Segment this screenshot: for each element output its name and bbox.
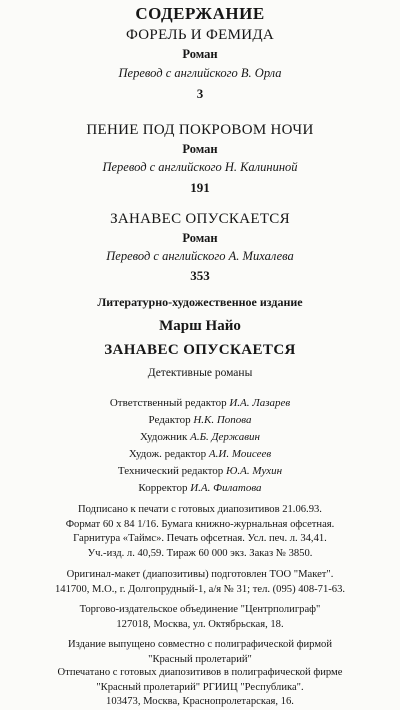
printed-info-line: 103473, Москва, Краснопролетарская, 16. (106, 696, 294, 708)
work-2-translation: Перевод с английского Н. Калининой (102, 160, 298, 174)
credit-role: Технический редактор (117, 465, 224, 477)
work-1-page: 3 (196, 86, 204, 101)
credit-name: Ю.А. Мухин (226, 465, 283, 477)
print-info-line: Гарнитура «Таймс». Печать офсетная. Усл. печ. л. 34,41. (73, 533, 327, 545)
credit-name: А.Б. Державин (190, 431, 260, 443)
credit-role: Корректор (138, 482, 188, 494)
work-1-genre: Роман (182, 47, 218, 61)
work-2-page: 191 (190, 180, 210, 195)
author-name: Марш Найо (159, 318, 241, 334)
joint-info-line: Издание выпущено совместно с полиграфической фирмой (68, 639, 332, 650)
credit-line (0, 397, 400, 409)
credit-role: Худож. редактор (128, 448, 207, 460)
layout-info-line: Оригинал-макет (диапозитивы) подготовлен ТОО "Макет". (66, 569, 334, 580)
work-3-page: 353 (190, 268, 210, 283)
print-info-line: Уч.-изд. л. 40,59. Тираж 60 000 экз. Заказ № 3850. (87, 547, 313, 559)
printed-info-line: Отпечатано с готовых диапозитивов в полиграфической фирме (57, 667, 343, 678)
credit-name: И.А. Филатова (190, 482, 262, 494)
work-3-genre: Роман (182, 231, 218, 245)
joint-info (0, 638, 400, 667)
contents-heading: СОДЕРЖАНИЕ (135, 4, 265, 23)
credit-role: Художник (140, 431, 188, 443)
publisher-info-line: 127018, Москва, ул. Октябрьская, 18. (116, 618, 284, 630)
publisher-info (0, 603, 400, 632)
credit-role: Редактор (148, 414, 191, 426)
publisher-info-line: Торгово-издательское объединение "Центрполиграф" (79, 604, 321, 615)
work-3-title: ЗАНАВЕС ОПУСКАЕТСЯ (110, 211, 290, 227)
print-info-line: Подписано к печати с готовых диапозитивов 21.06.93. (78, 504, 322, 515)
joint-info-line: "Красный пролетарий" (148, 653, 252, 665)
layout-info (0, 568, 400, 597)
work-2-title: ПЕНИЕ ПОД ПОКРОВОМ НОЧИ (86, 122, 314, 138)
work-1-translation: Перевод с английского В. Орла (118, 66, 282, 80)
work-3-translation: Перевод с английского А. Михалева (106, 249, 294, 263)
print-info-line: Формат 60 х 84 1/16. Бумага книжно-журнальная офсетная. (65, 518, 335, 530)
printed-info (0, 666, 400, 710)
credit-name: А.И. Моисеев (208, 448, 272, 460)
credit-line (0, 448, 400, 460)
credit-line (0, 465, 400, 477)
credit-line (0, 431, 400, 443)
edition-type: Литературно-художественное издание (97, 295, 303, 309)
printed-info-line: "Красный пролетарий" РГИИЦ "Республика". (96, 681, 304, 693)
credit-role: Ответственный редактор (109, 397, 227, 409)
book-title: ЗАНАВЕС ОПУСКАЕТСЯ (104, 342, 296, 358)
credit-line (0, 482, 400, 494)
work-2-genre: Роман (182, 142, 218, 156)
layout-info-line: 141700, М.О., г. Долгопрудный-1, а/я № 31; тел. (095) 408-71-63. (54, 583, 346, 595)
credit-name: И.А. Лазарев (229, 397, 291, 409)
credit-line (0, 414, 400, 426)
credit-name: Н.К. Попова (193, 414, 252, 426)
book-subtitle: Детективные романы (147, 367, 253, 379)
print-info (0, 503, 400, 561)
work-1-title: ФОРЕЛЬ И ФЕМИДА (125, 27, 275, 43)
